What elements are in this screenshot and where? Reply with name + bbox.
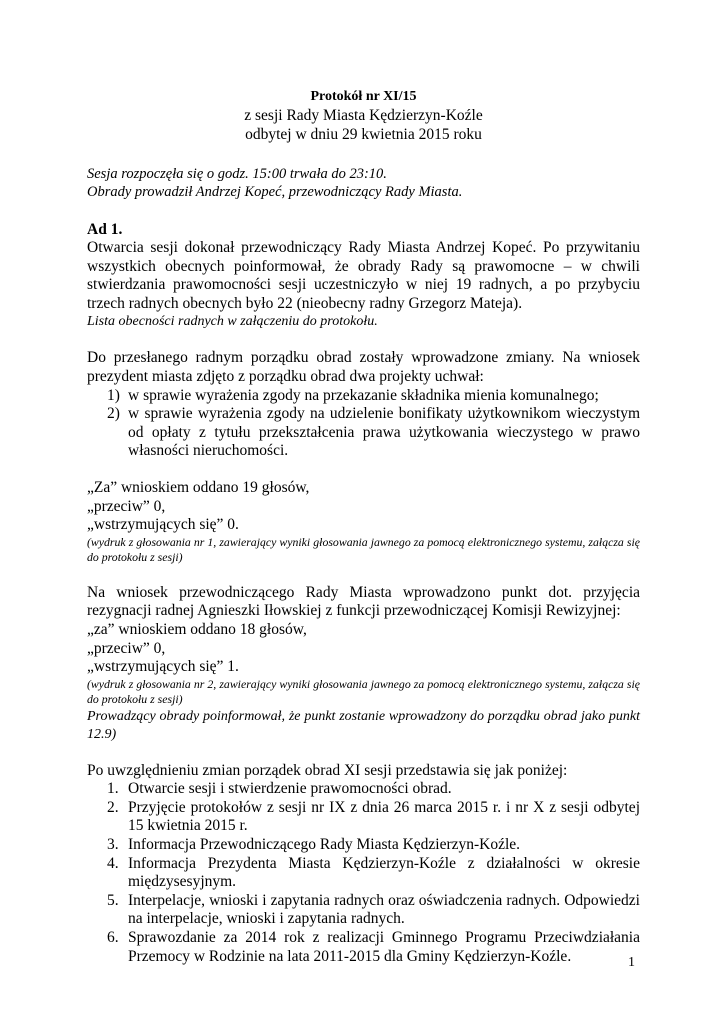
page-number: 1 xyxy=(628,955,635,970)
vote-printout-note: (wydruk z głosowania nr 1, zawierający wyniki głosowania jawnego za pomocą elektronicznego systemu, załącza się do protokołu z sesji) xyxy=(87,534,640,565)
agenda-changes-paragraph: Do przesłanego radnym porządku obrad zostały wprowadzone zmiany. Na wniosek prezydent miasta zdjęto z porządku obrad dwa projekty uchwał: xyxy=(87,349,640,385)
motion-paragraph: Na wniosek przewodniczącego Rady Miasta wprowadzono punkt dot. przyjęcia rezygnacji radnej Agnieszki Iłowskiej z funkcji przewodniczącej Komisji Rewizyjnej: xyxy=(87,583,640,620)
list-item: 4. Informacja Prezydenta Miasta Kędzierzyn-Koźle z działalności w okresie międzysesyjnym. xyxy=(107,854,640,891)
agenda-list xyxy=(87,780,640,966)
section-heading: Ad 1. xyxy=(87,221,123,238)
vote-for: „Za” wnioskiem oddano 19 głosów, xyxy=(87,478,310,496)
vote-for: „za” wnioskiem oddano 18 głosów, xyxy=(87,620,307,638)
vote-against: „przeciw” 0, xyxy=(87,497,166,515)
vote-printout-note: (wydruk z głosowania nr 2, zawierający wyniki głosowania jawnego za pomocą elektronicznego systemu, załącza się do protokołu z sesji) xyxy=(87,676,640,707)
vote-against: „przeciw” 0, xyxy=(87,639,166,657)
list-item: 6. Sprawozdanie za 2014 rok z realizacji Gminnego Programu Przeciwdziałania Przemocy w Rodzinie na lata 2011-2015 dla Gminy Kędzierzyn-Koźle. xyxy=(107,929,640,965)
vote-1-results xyxy=(87,479,640,566)
vote-abstain: „wstrzymujących się” 1. xyxy=(87,658,239,676)
document-subtitle-date: odbytej w dniu 29 kwietnia 2015 roku xyxy=(245,126,482,143)
document-subtitle-session: z sesji Rady Miasta Kędzierzyn-Koźle xyxy=(244,107,483,124)
list-item: 2. Przyjęcie protokołów z sesji nr IX z dnia 26 marca 2015 r. i nr X z sesji odbytej 15 kwietnia 2015 r. xyxy=(107,798,640,835)
attendance-note: Lista obecności radnych w załączeniu do protokołu. xyxy=(87,314,378,330)
removed-resolutions-list xyxy=(87,387,640,461)
session-time: Sesja rozpoczęła się o godz. 15:00 trwała do 23:10. xyxy=(87,166,387,182)
list-item: 5. Interpelacje, wnioski i zapytania radnych oraz oświadczenia radnych. Odpowiedzi na interpelacje, wnioski i zapytania radnych. xyxy=(107,891,640,928)
list-item: 1) w sprawie wyrażenia zgody na przekazanie składnika mienia komunalnego; xyxy=(107,386,599,404)
session-chair: Obrady prowadził Andrzej Kopeć, przewodniczący Rady Miasta. xyxy=(87,184,463,200)
list-item: 2) w sprawie wyrażenia zgody na udzielenie bonifikaty użytkownikom wieczystym od opłaty z tytułu przekształcenia prawa użytkowania wieczystego w prawo własności nieruchomości. xyxy=(107,405,640,460)
agenda-intro: Po uwzględnieniu zmian porządek obrad XI sesji przedstawia się jak poniżej: xyxy=(87,761,568,779)
list-item: 3. Informacja Przewodniczącego Rady Miasta Kędzierzyn-Koźle. xyxy=(107,836,521,854)
opening-paragraph: Otwarcia sesji dokonał przewodniczący Rady Miasta Andrzej Kopeć. Po przywitaniu wszystkich obecnych poinformował, że obrady Rady są prawomocne – w chwili stwierdzania prawomocności sesji uczestniczyło w niej 19 radnych, a po przybyciu trzech radnych obecnych było 22 (nieobecny radny Grzegorz Mateja). xyxy=(87,239,640,312)
session-info xyxy=(87,165,640,201)
list-item: 1. Otwarcie sesji i stwierdzenie prawomocności obrad. xyxy=(107,780,452,798)
document-page xyxy=(87,88,640,966)
document-title: Protokół nr XI/15 xyxy=(310,89,417,104)
vote-2-results xyxy=(87,621,640,744)
chair-remark: Prowadzący obrady poinformował, że punkt zostanie wprowadzony do porządku obrad jako punkt 12.9) xyxy=(87,708,640,742)
vote-abstain: „wstrzymujących się” 0. xyxy=(87,516,239,534)
